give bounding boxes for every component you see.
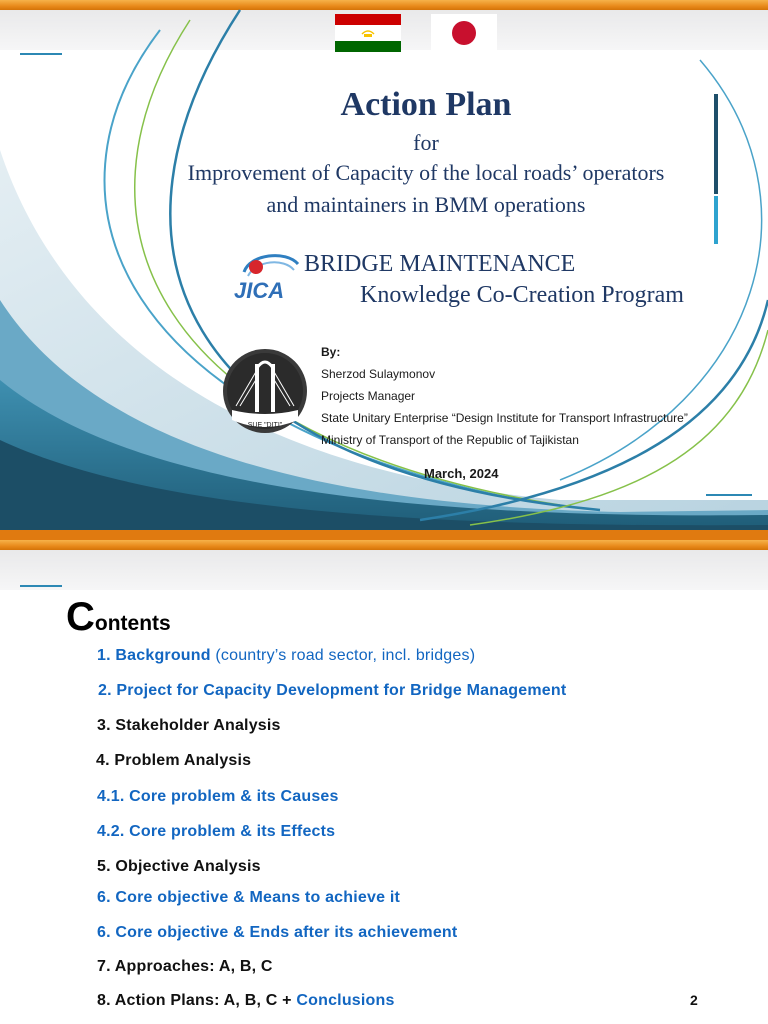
presentation-date: March, 2024 xyxy=(424,466,499,481)
contents-item-1[interactable] xyxy=(97,647,475,665)
program-line-1: BRIDGE MAINTENANCE xyxy=(304,251,576,277)
subtitle-line-2: and maintainers in BMM operations xyxy=(266,192,586,217)
title-for-label: for xyxy=(413,130,439,155)
contents-item-4-2[interactable]: 4.2. Core problem & its Effects xyxy=(97,823,336,840)
author-role: Projects Manager xyxy=(321,389,416,403)
author-ministry: Ministry of Transport of the Republic of Tajikistan xyxy=(321,433,579,447)
contents-item-label: 1. Background xyxy=(97,647,211,664)
contents-heading-rest: ontents xyxy=(94,612,171,635)
contents-heading xyxy=(66,595,171,640)
contents-item-5: 5. Objective Analysis xyxy=(97,858,261,875)
contents-slide xyxy=(0,540,768,1024)
contents-item-conclusions-link[interactable]: Conclusions xyxy=(296,992,395,1009)
accent-dash-top-left xyxy=(20,585,62,587)
program-line-2: Knowledge Co-Creation Program xyxy=(360,282,684,308)
jica-logo xyxy=(230,250,302,304)
page-number: 2 xyxy=(690,992,698,1008)
author-by-label: By: xyxy=(321,345,341,359)
author-name: Sherzod Sulaymonov xyxy=(321,367,436,381)
title-vertical-bar-dark xyxy=(714,94,718,194)
author-organization: State Unitary Enterprise “Design Institute for Transport Infrastructure” xyxy=(321,411,688,425)
contents-item-4: 4. Problem Analysis xyxy=(96,752,252,769)
tajikistan-flag-icon xyxy=(335,14,401,52)
accent-dash-bottom-right xyxy=(706,494,752,496)
contents-item-6b[interactable]: 6. Core objective & Ends after its achievement xyxy=(97,924,458,941)
accent-dash-top-left xyxy=(20,53,62,55)
slide-top-bar xyxy=(0,540,768,550)
contents-item-3: 3. Stakeholder Analysis xyxy=(97,717,281,734)
contents-heading-initial: C xyxy=(66,595,95,639)
contents-item-6a[interactable]: 6. Core objective & Means to achieve it xyxy=(97,889,401,906)
contents-item-4-1[interactable]: 4.1. Core problem & its Causes xyxy=(97,788,339,805)
contents-item-label: 8. Action Plans: A, B, C + xyxy=(97,992,297,1009)
slide-header-panel xyxy=(0,550,768,590)
contents-item-8 xyxy=(97,992,395,1010)
slide-title: Action Plan xyxy=(340,86,512,123)
contents-item-2[interactable]: 2. Project for Capacity Development for Bridge Management xyxy=(98,682,567,699)
diti-logo xyxy=(222,348,308,434)
contents-item-note: (country’s road sector, incl. bridges) xyxy=(210,647,476,664)
contents-item-7: 7. Approaches: A, B, C xyxy=(97,958,273,975)
diti-logo-text: SUE "DITI" xyxy=(247,422,283,429)
japan-flag-icon xyxy=(431,14,497,52)
title-vertical-bar-light xyxy=(714,196,718,244)
jica-logo-text: JICA xyxy=(234,278,285,303)
subtitle-line-1: Improvement of Capacity of the local roads’ operators xyxy=(187,160,665,185)
